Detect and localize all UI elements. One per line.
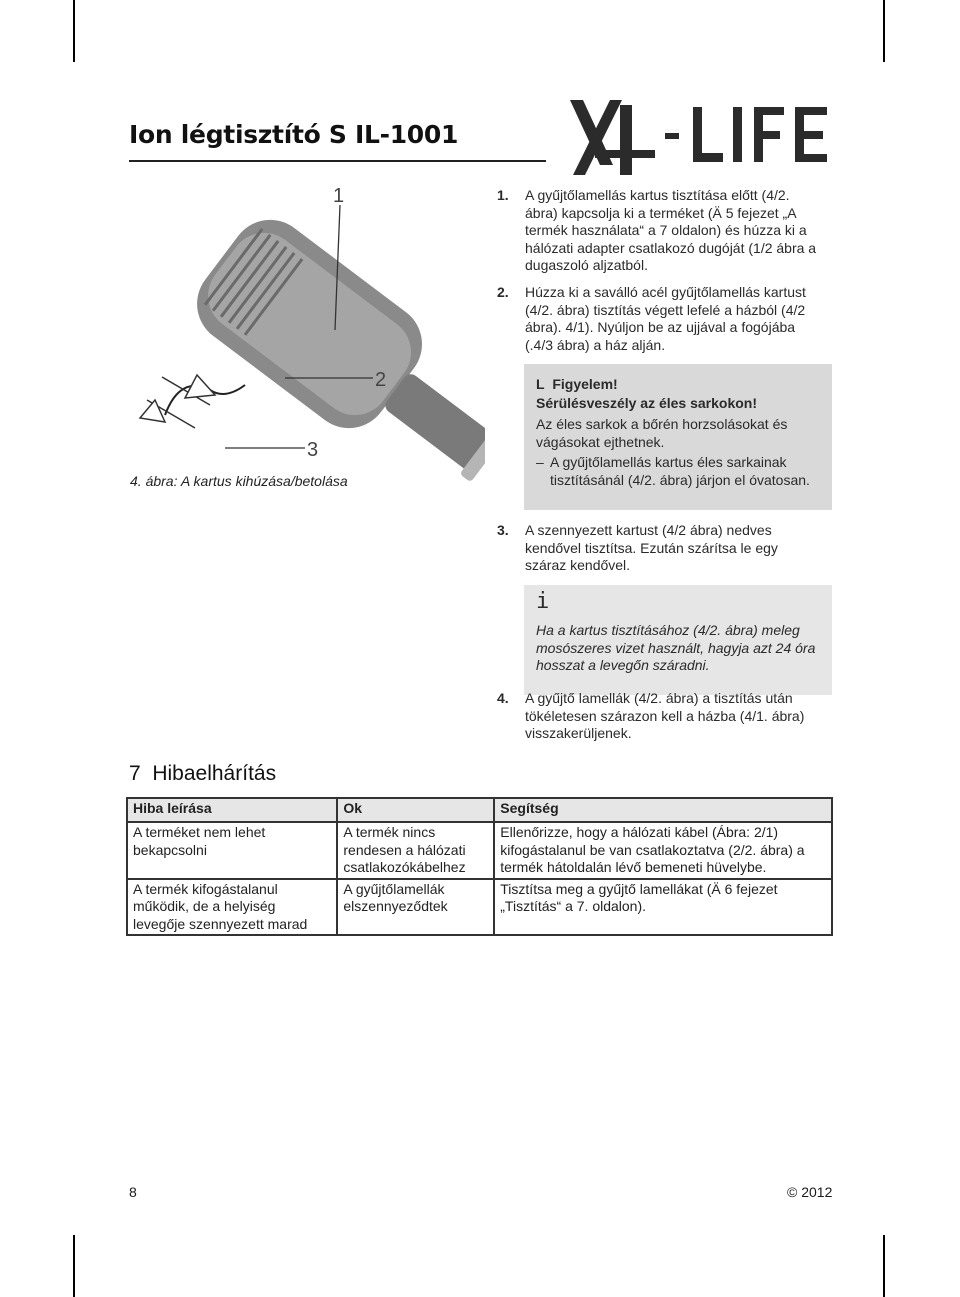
- table-row: [127, 822, 832, 879]
- warning-box: [524, 364, 832, 510]
- column-header: Hiba leírása: [127, 798, 337, 822]
- troubleshooting-table: [126, 797, 833, 936]
- info-box: [524, 585, 832, 695]
- cartridge-figure: [125, 180, 485, 510]
- crop-mark: [73, 1235, 75, 1297]
- step-number: 1.: [497, 187, 509, 203]
- dash-marker: –: [536, 454, 544, 470]
- step-number: 3.: [497, 522, 509, 538]
- step-3: [497, 522, 822, 575]
- table-row: [127, 879, 832, 936]
- warning-heading: L Figyelem!: [536, 376, 618, 392]
- step-1: [497, 187, 822, 275]
- table-cell: A terméket nem lehet bekapcsolni: [127, 822, 337, 879]
- step-4: [497, 690, 822, 743]
- warning-icon: L: [536, 376, 545, 392]
- column-header: Ok: [337, 798, 494, 822]
- figure-label-1: 1: [333, 185, 345, 207]
- table-cell: Ellenőrizze, hogy a hálózati kábel (Ábra: 2/1) kifogástalanul be van csatlakoztatva (2/2. ábra) a termék hátoldalán lévő bemeneti hüvelybe.: [494, 822, 832, 879]
- brand-logo: [565, 95, 840, 180]
- table-cell: A termék kifogástalanul működik, de a helyiség levegője szennyezett marad: [127, 879, 337, 936]
- page-title: Ion légtisztító S IL-1001: [129, 120, 459, 149]
- column-header: Segítség: [494, 798, 832, 822]
- step-2: [497, 284, 822, 354]
- step-text: A gyűjtőlamellás kartus tisztítása előtt (4/2. ábra) kapcsolja ki a terméket (Ä 5 fejezet „A termék használata“ a 7 oldalon) és húzza ki a hálózati adapter csatlakozó dugóját (1/2 ábra a dugaszoló aljzatból.: [525, 187, 817, 273]
- step-text: A szennyezett kartust (4/2 ábra) nedves kendővel tisztítsa. Ezután szárítsa le egy száraz kendővel.: [525, 522, 778, 573]
- page-number: 8: [129, 1184, 137, 1200]
- crop-mark: [883, 0, 885, 62]
- copyright: © 2012: [787, 1184, 833, 1200]
- step-number: 2.: [497, 284, 509, 300]
- warning-bullet: [536, 454, 826, 489]
- figure-label-2: 2: [375, 369, 387, 391]
- info-icon: i: [536, 589, 550, 614]
- crop-mark: [883, 1235, 885, 1297]
- step-text: Húzza ki a saválló acél gyűjtőlamellás kartust (4/2. ábra) tisztítás végett lefelé a házból (4/2 ábra). 4/1). Nyúljon be az ujjával a fogójába (.4/3 ábra) a ház alján.: [525, 284, 806, 353]
- warning-subheading: Sérülésveszély az éles sarkokon!: [536, 395, 758, 411]
- table-cell: Tisztítsa meg a gyűjtő lamellákat (Ä 6 fejezet „Tisztítás“ a 7. oldalon).: [494, 879, 832, 936]
- table-cell: A gyűjtőlamellák elszennyeződtek: [337, 879, 494, 936]
- figure-label-3: 3: [307, 439, 319, 461]
- info-text: Ha a kartus tisztításához (4/2. ábra) meleg mosószeres vizet használt, hagyja azt 24 óra hosszat a levegőn száradni.: [536, 622, 816, 673]
- crop-mark: [73, 0, 75, 62]
- table-cell: A termék nincs rendesen a hálózati csatlakozókábelhez: [337, 822, 494, 879]
- warning-bullet-text: A gyűjtőlamellás kartus éles sarkainak tisztításánál (4/2. ábra) járjon el óvatosan.: [550, 454, 810, 488]
- table-header-row: [127, 798, 832, 822]
- section-title: 7 Hibaelhárítás: [129, 762, 277, 785]
- figure-caption: 4. ábra: A kartus kihúzása/betolása: [130, 473, 348, 489]
- step-text: A gyűjtő lamellák (4/2. ábra) a tisztítás után tökéletesen szárazon kell a házba (4/1. ábra) visszakerüljenek.: [525, 690, 805, 741]
- warning-text: Az éles sarkok a bőrén horzsolásokat és vágásokat ejthetnek.: [536, 416, 788, 450]
- title-underline: [129, 160, 546, 162]
- step-number: 4.: [497, 690, 509, 706]
